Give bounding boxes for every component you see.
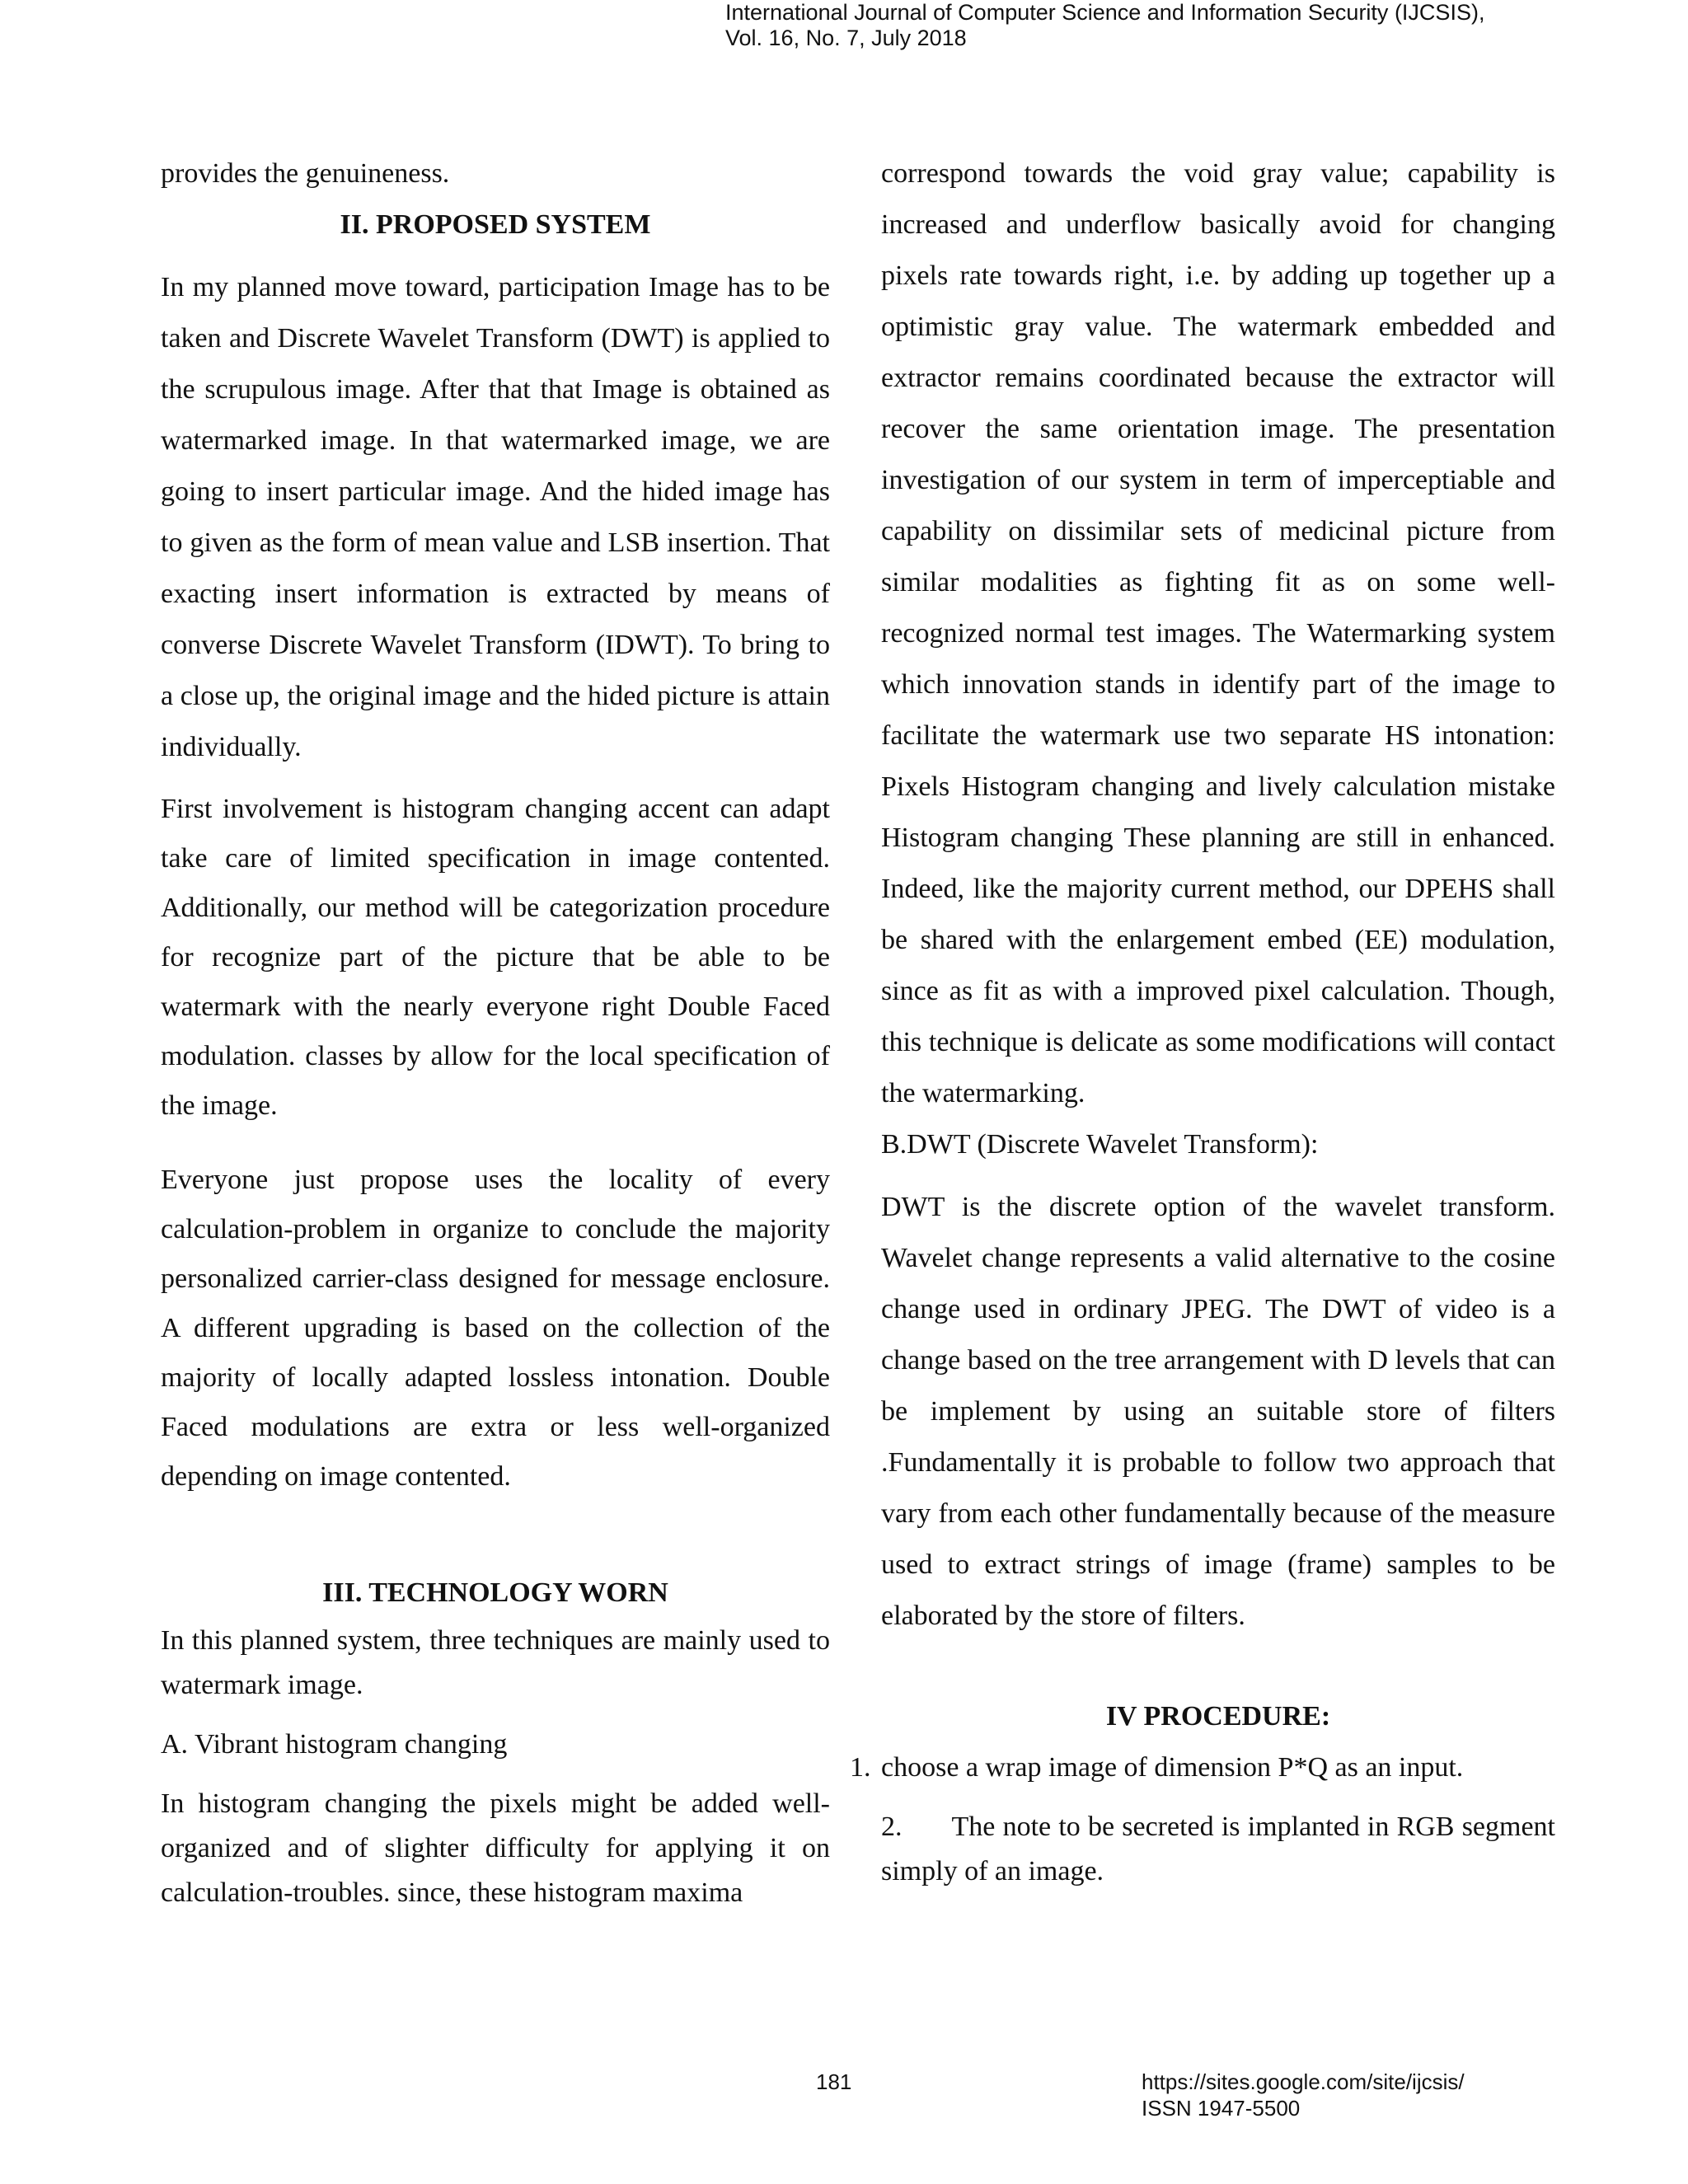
left-column xyxy=(161,148,830,1915)
paragraph-dwt-description: DWT is the discrete option of the wavelet transform. Wavelet change represents a valid alternative to the cosine change used in ordinary JPEG. The DWT of video is a change based on the tree arrangement with D levels that can be implement by using an suitable store of filters .Fundamentally it is probable to follow two approach that vary from each other fundamentally because of the measure used to extract strings of image (frame) samples to be elaborated by the store of filters. xyxy=(881,1192,1555,1631)
procedure-step-2 xyxy=(881,1805,1555,1894)
procedure-step-body: The note to be secreted is implanted in RGB segment simply of an image. xyxy=(881,1811,1555,1886)
footer-issn: ISSN 1947-5500 xyxy=(1142,2096,1301,2121)
journal-volume-line: Vol. 16, No. 7, July 2018 xyxy=(725,26,967,50)
paragraph-continuation: provides the genuineness. xyxy=(161,158,450,189)
right-column xyxy=(850,148,1555,1894)
paragraph-first-involvement: First involvement is histogram changing accent can adapt take care of limited specification in image contented. Additionally, our method will be categorization procedure for recognize part of the picture that be able to be watermark with the nearly everyone right Double Faced modulation. classes by allow for the local specification of the image. xyxy=(161,794,830,1121)
footer-url: https://sites.google.com/site/ijcsis/ xyxy=(1142,2069,1465,2094)
subheading-vibrant-histogram: A. Vibrant histogram changing xyxy=(161,1729,508,1760)
paragraph-planned-system: In this planned system, three techniques are mainly used to watermark image. xyxy=(161,1625,830,1700)
footer-journal-info xyxy=(1142,2069,1465,2121)
paragraph-histogram-changing: In histogram changing the pixels might be added well-organized and of slighter difficulty for applying it on calculation-troubles. since, these histogram maxima xyxy=(161,1788,830,1908)
page-number: 181 xyxy=(816,2069,852,2094)
procedure-step-text: choose a wrap image of dimension P*Q as an input. xyxy=(881,1752,1464,1783)
procedure-step-1 xyxy=(850,1742,1555,1793)
procedure-step-number: 1. xyxy=(850,1752,871,1783)
paragraph-gray-value: correspond towards the void gray value; capability is increased and underflow basically avoid for changing pixels rate towards right, i.e. by adding up together up a optimistic gray value. The watermark embedded and extractor remains coordinated because the extractor will recover the same orientation image. The presentation investigation of our system in term of imperceptiable and capability on dissimilar sets of medicinal picture from similar modalities as fighting fit as on some well-recognized normal test images. The Watermarking system which innovation stands in identify part of the image to facilitate the watermark use two separate HS intonation: Pixels Histogram changing and lively calculation mistake Histogram changing These planning are still in enhanced. Indeed, like the majority current method, our DPEHS shall be shared with the enlargement embed (EE) modulation, since as fit as with a improved pixel calculation. Though, this technique is delicate as some modifications will contact the watermarking. xyxy=(881,158,1555,1108)
section-heading-proposed-system: II. PROPOSED SYSTEM xyxy=(340,209,651,240)
section-heading-technology-worn: III. TECHNOLOGY WORN xyxy=(322,1577,668,1608)
procedure-step-text xyxy=(881,1805,1555,1894)
journal-header xyxy=(725,0,1632,51)
section-heading-procedure: IV PROCEDURE: xyxy=(1105,1701,1331,1732)
paragraph-everyone-propose: Everyone just propose uses the locality of every calculation-problem in organize to conclude the majority personalized carrier-class designed for message enclosure. A different upgrading is based on the collection of the majority of locally adapted lossless intonation. Double Faced modulations are extra or less well-organized depending on image contented. xyxy=(161,1165,830,1492)
paragraph-proposed-approach: In my planned move toward, participation Image has to be taken and Discrete Wavelet Transform (DWT) is applied to the scrupulous image. After that that Image is obtained as watermarked image. In that watermarked image, we are going to insert particular image. And the hided image has to given as the form of mean value and LSB insertion. That exacting insert information is extracted by means of converse Discrete Wavelet Transform (IDWT). To bring to a close up, the original image and the hided picture is attain individually. xyxy=(161,272,830,762)
journal-title-line: International Journal of Computer Science and Information Security (IJCSIS), xyxy=(725,0,1485,25)
procedure-step-number: 2. xyxy=(881,1811,903,1842)
subheading-dwt: B.DWT (Discrete Wavelet Transform): xyxy=(881,1129,1319,1160)
